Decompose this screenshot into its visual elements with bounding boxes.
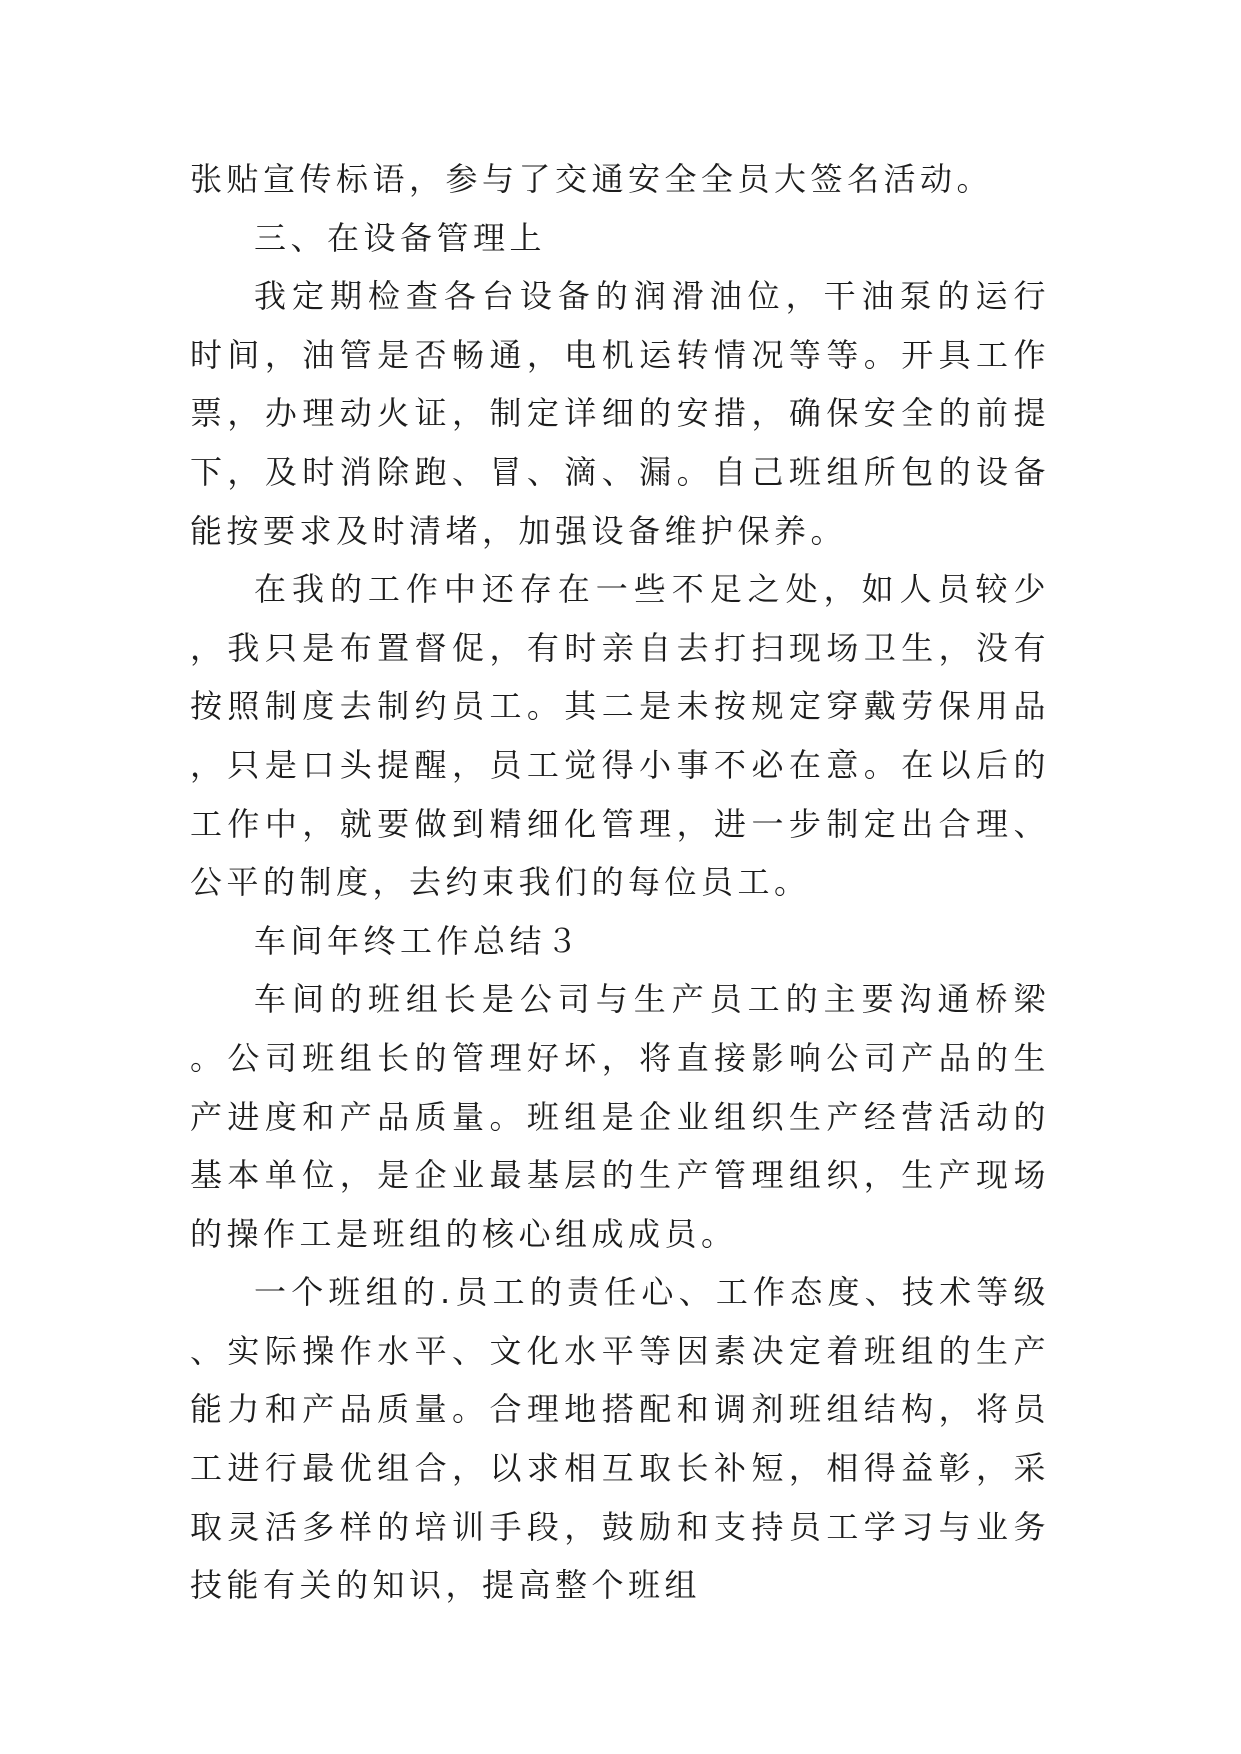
paragraph-shortcomings: 在我的工作中还存在一些不足之处，如人员较少，我只是布置督促，有时亲自去打扫现场卫生，没有按照制度去制约员工。其二是未按规定穿戴劳保用品，只是口头提醒，员工觉得小事不必在意。在以后的工作中，就要做到精细化管理，进一步制定出合理、公平的制度，去约束我们的每位员工。 <box>190 570 1050 902</box>
paragraph-team-leader-role: 车间的班组长是公司与生产员工的主要沟通桥梁。公司班组长的管理好坏，将直接影响公司产品的生产进度和产品质量。班组是企业组织生产经营活动的基本单位，是企业最基层的生产管理组织，生产现场的操作工是班组的核心组成成员。 <box>190 980 1050 1253</box>
paragraph-team-composition: 一个班组的.员工的责任心、工作态度、技术等级、实际操作水平、文化水平等因素决定着班组的生产能力和产品质量。合理地搭配和调剂班组结构，将员工进行最优组合，以求相互取长补短，相得益彰，采取灵活多样的培训手段，鼓励和支持员工学习与业务技能有关的知识，提高整个班组 <box>190 1273 1050 1605</box>
paragraph-equipment-inspection: 我定期检查各台设备的润滑油位，干油泵的运行时间，油管是否畅通，电机运转情况等等。开具工作票，办理动火证，制定详细的安措，确保安全的前提下，及时消除跑、冒、滴、漏。自己班组所包的设备能按要求及时清堵，加强设备维护保养。 <box>190 277 1050 550</box>
section-heading-equipment-management: 三、在设备管理上 <box>254 218 547 257</box>
document-body <box>190 150 1050 1615</box>
section-title-summary-3: 车间年终工作总结３ <box>254 921 583 960</box>
paragraph-continuation: 张贴宣传标语，参与了交通安全全员大签名活动。 <box>190 160 994 198</box>
